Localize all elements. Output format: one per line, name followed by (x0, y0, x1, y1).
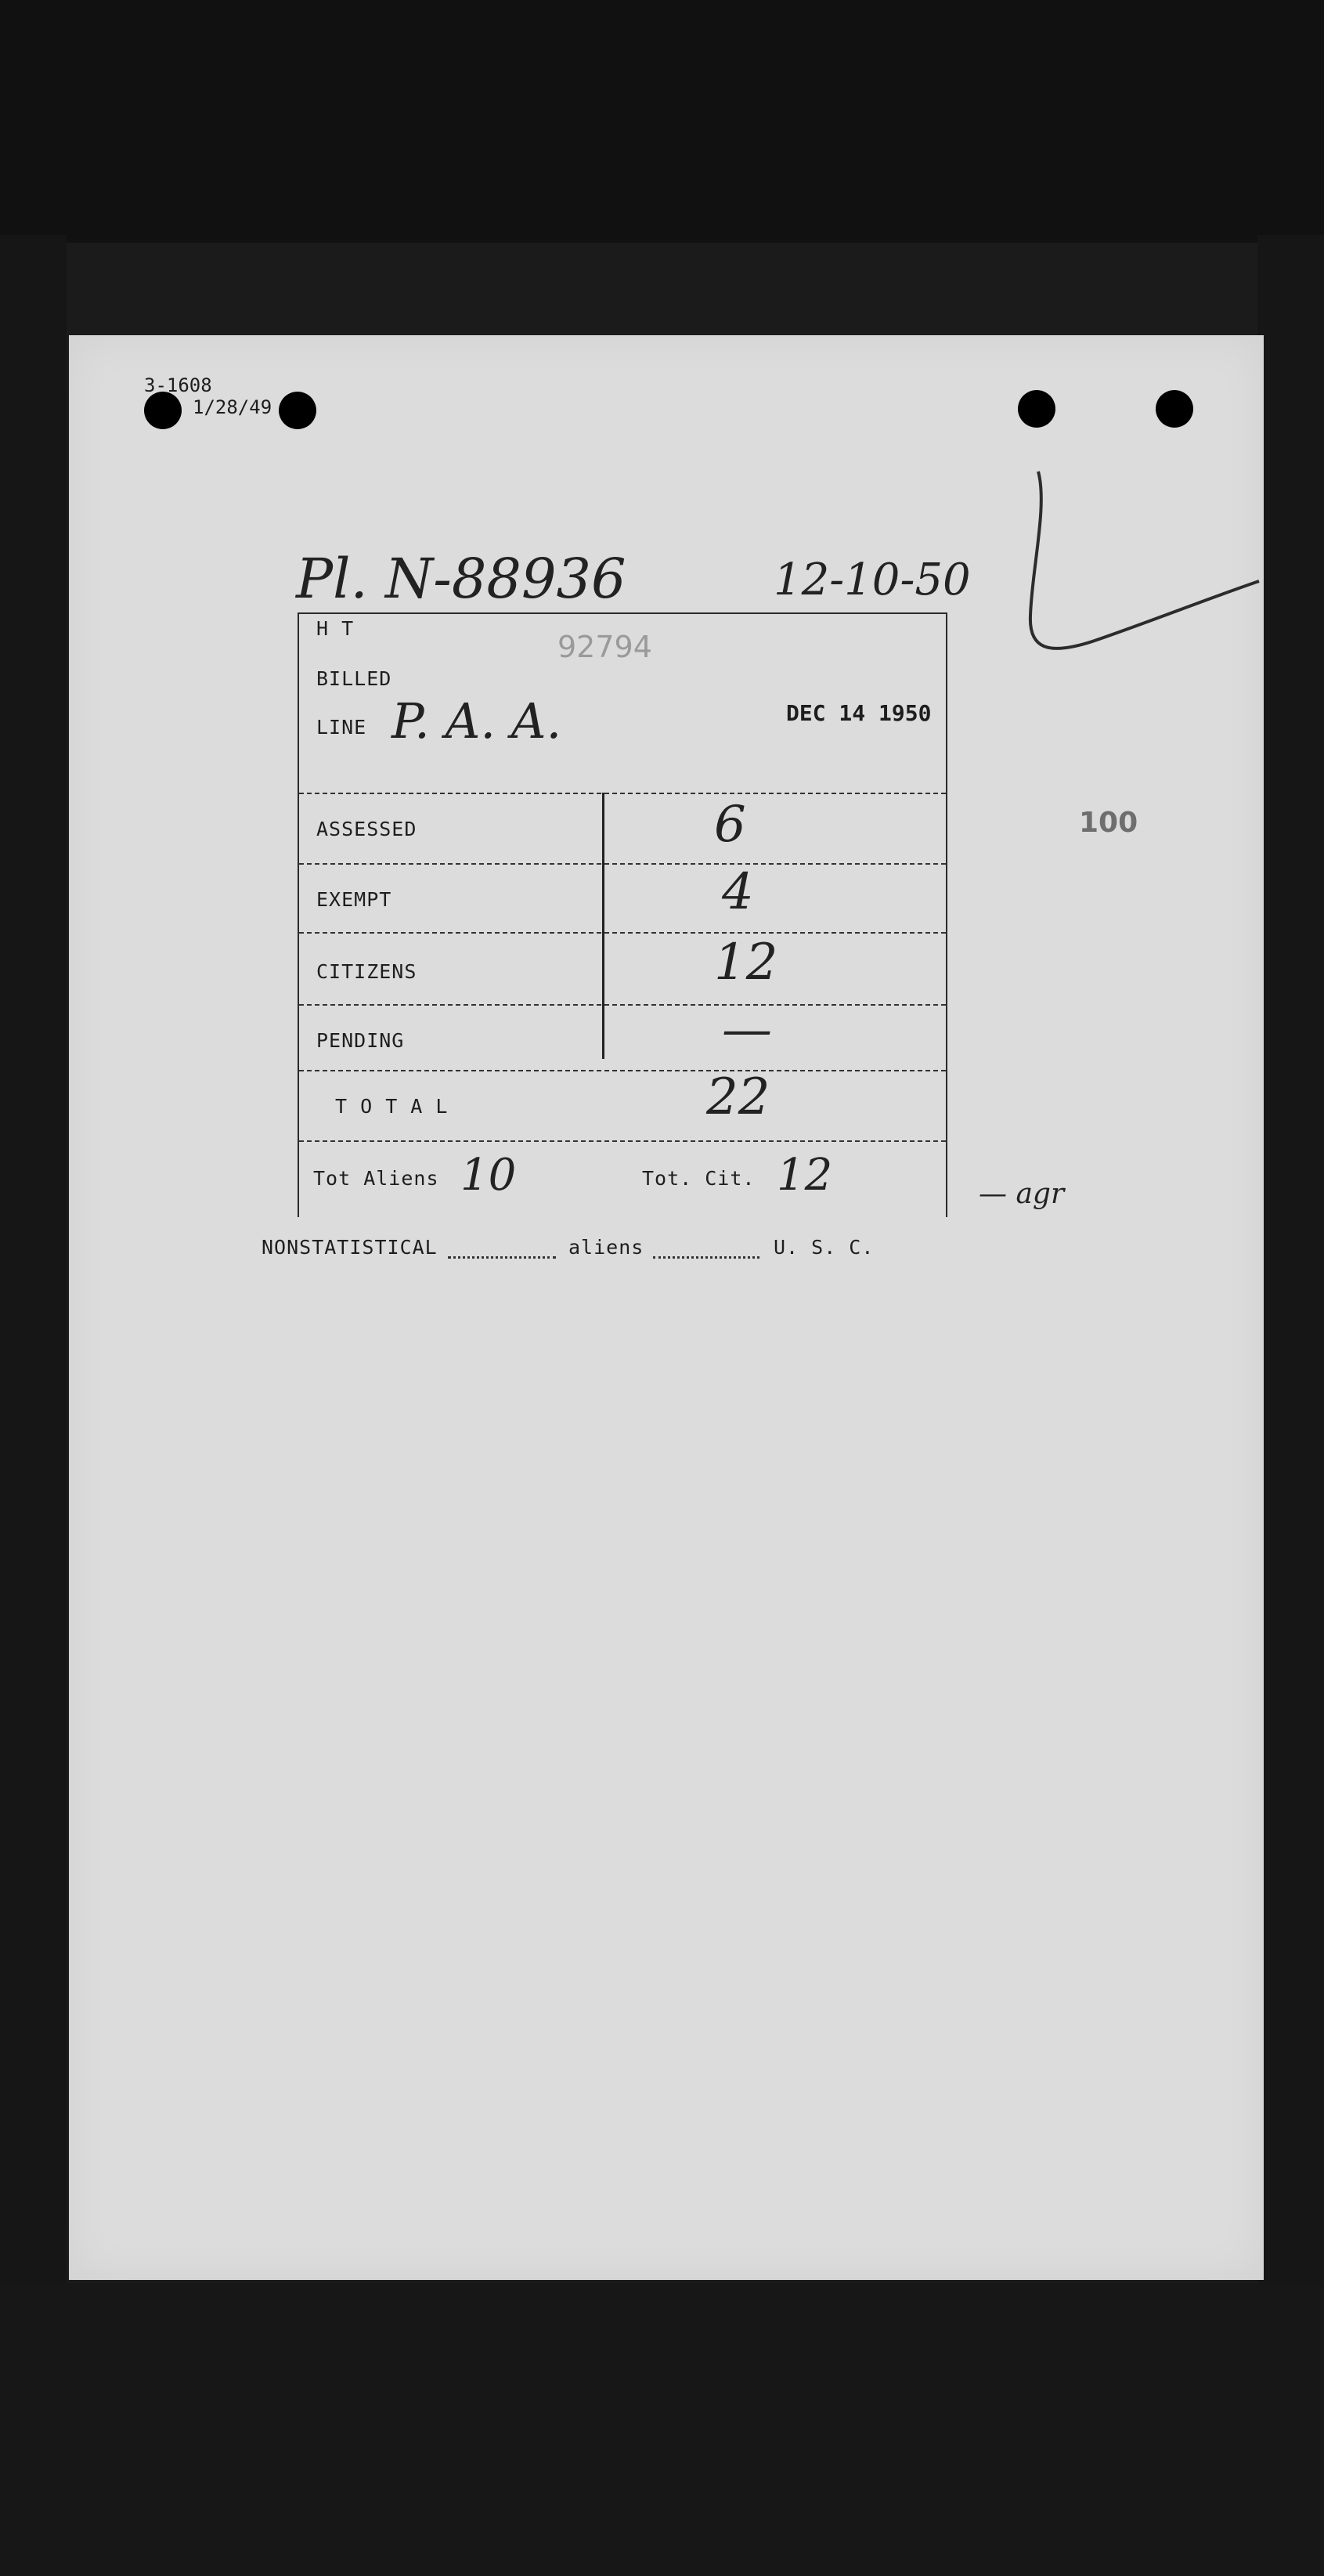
header-date: 12-10-50 (774, 555, 971, 605)
blank-line (448, 1256, 556, 1259)
divider (299, 1140, 946, 1142)
initials: — agr (979, 1178, 1065, 1210)
serial-stamp: 92794 (557, 630, 652, 664)
scan-bottom-margin (0, 2283, 1324, 2576)
row-value-assessed: 6 (714, 796, 746, 854)
line-value: P. A. A. (391, 692, 562, 750)
blank-line (653, 1256, 759, 1259)
row-label-citizens: CITIZENS (316, 960, 417, 983)
form-code: 3-1608 (144, 374, 212, 396)
total-value: 22 (706, 1068, 770, 1126)
row-value-exempt: 4 (722, 863, 754, 921)
row-value-citizens: 12 (714, 934, 778, 992)
scan-top-margin (0, 0, 1324, 243)
divider (299, 1004, 946, 1006)
tot-cit-label: Tot. Cit. (642, 1167, 756, 1190)
aliens-label: aliens (568, 1236, 644, 1259)
tot-aliens-label: Tot Aliens (313, 1167, 439, 1190)
punch-hole-3 (1018, 390, 1055, 428)
divider (299, 932, 946, 934)
date-stamp: DEC 14 1950 (786, 700, 932, 726)
divider (299, 1070, 946, 1071)
row-label-exempt: EXEMPT (316, 888, 392, 911)
punch-hole-2 (279, 392, 316, 429)
row-value-pending: — (722, 1001, 772, 1059)
billed-label: BILLED (316, 667, 392, 690)
scan-right-margin (1257, 235, 1324, 2287)
tot-cit-value: 12 (777, 1150, 833, 1201)
divider (299, 793, 946, 794)
document-sheet (69, 335, 1264, 2280)
form-date: 1/28/49 (193, 396, 272, 418)
tally-form (298, 612, 947, 1217)
punch-hole-4 (1156, 390, 1193, 428)
usc-label: U. S. C. (774, 1236, 875, 1259)
ht-label: H T (316, 617, 355, 640)
divider (299, 863, 946, 865)
scan-left-margin (0, 235, 67, 2287)
row-label-pending: PENDING (316, 1029, 405, 1052)
count-stamp: 100 (1079, 807, 1138, 839)
nonstatistical-label: NONSTATISTICAL (262, 1236, 438, 1259)
row-label-assessed: ASSESSED (316, 818, 417, 840)
punch-hole-1 (144, 392, 182, 429)
tot-aliens-value: 10 (460, 1150, 517, 1201)
total-label: T O T A L (335, 1095, 449, 1118)
line-label: LINE (316, 716, 367, 739)
header-reference: Pl. N-88936 (296, 547, 626, 611)
check-mark-icon (1024, 467, 1267, 670)
column-divider (602, 793, 604, 1059)
